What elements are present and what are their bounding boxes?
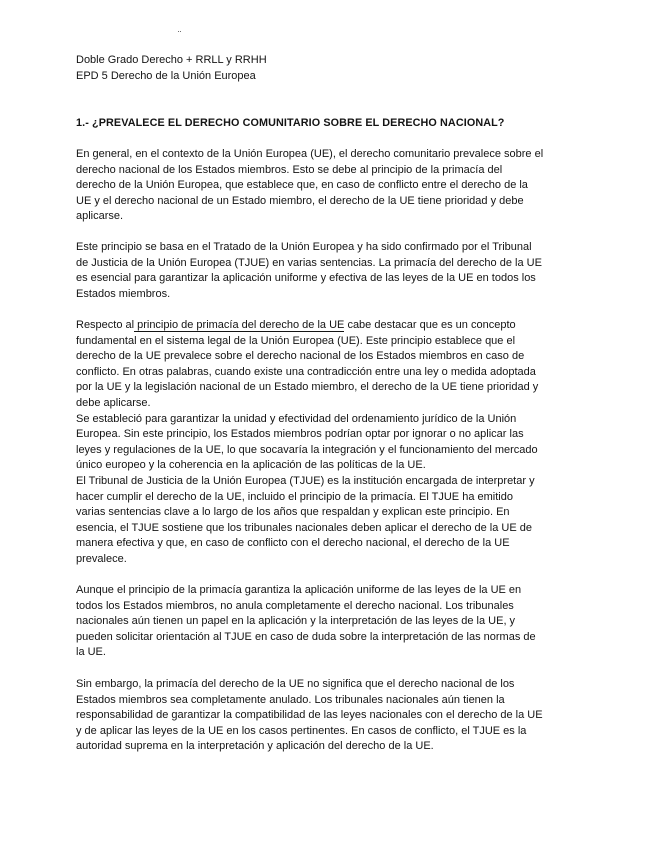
header-subject: EPD 5 Derecho de la Unión Europea [76,70,256,82]
section-heading: 1.- ¿PREVALECE EL DERECHO COMUNITARIO SOBRE EL DERECHO NACIONAL? [76,117,505,129]
text-line: Europea. Sin este principio, los Estados miembros podrían optar por ignorar o no aplicar las [76,428,524,441]
text-line: varias sentencias clave a lo largo de los años que respaldan y explican este principio. En [76,506,510,519]
text-line: todos los Estados miembros, no anula completamente el derecho nacional. Los tribunales [76,599,514,612]
text-line: y de aplicar las leyes de la UE en los casos pertinentes. En casos de conflicto, el TJUE es la [76,724,527,737]
intro-text-after: cabe destacar que es un concepto [347,319,516,331]
paragraph-1 [76,147,543,225]
text-line-with-link [76,318,538,334]
text-line: Este principio se basa en el Tratado de la Unión Europea y ha sido confirmado por el Tribunal [76,241,532,253]
text-line: prevalece. [76,552,127,565]
intro-text-before: Respecto al [76,319,135,331]
text-line: único europeo y la coherencia en la aplicación de las políticas de la UE. [76,459,426,472]
text-line: es esencial para garantizar la aplicación uniforme y efectiva de las leyes de la UE en todos los [76,272,536,285]
paragraph-5 [76,677,543,755]
text-line: El Tribunal de Justicia de la Unión Europea (TJUE) es la institución encargada de interpretar y [76,474,535,487]
paragraph-3-body [76,334,538,568]
text-line: manera efectiva y que, en caso de conflicto con el derecho nacional, el derecho de la UE [76,537,510,550]
text-line: debe aplicarse. [76,396,151,409]
text-line: esencia, el TJUE sostiene que los tribunales nacionales deben aplicar el derecho de la UE de [76,521,532,534]
top-mark: ¨ [178,30,182,41]
text-line: En general, en el contexto de la Unión Europea (UE), el derecho comunitario prevalece sobre el [76,148,544,160]
text-line: hacer cumplir el derecho de la UE, incluido el principio de la primacía. El TJUE ha emitido [76,490,513,503]
text-line: derecho de la UE prevalece sobre el derecho nacional de los Estados miembros en caso de [76,350,525,363]
text-line: Aunque el principio de la primacía garantiza la aplicación uniforme de las leyes de la UE en [76,584,522,596]
text-line: leyes y regulaciones de la UE, lo que socavaría la integración y el funcionamiento del mercado [76,443,538,456]
text-line: UE y el derecho nacional de un Estado miembro, el derecho de la UE tiene prioridad y debe [76,194,524,207]
text-line: Se estableció para garantizar la unidad y efectividad del ordenamiento jurídico de la Unión [76,412,517,425]
text-line: autoridad suprema en la interpretación y aplicación del derecho de la UE. [76,740,434,753]
text-line: fundamental en el sistema legal de la Unión Europea (UE). Este principio establece que el [76,334,516,347]
text-line: conflicto. En otras palabras, cuando existe una contradicción entre una ley o medida adoptada [76,365,536,378]
text-line: pueden solicitar orientación al TJUE en caso de duda sobre la interpretación de las normas de [76,630,536,643]
text-line: Sin embargo, la primacía del derecho de la UE no significa que el derecho nacional de los [76,678,515,690]
text-line: de Justicia de la Unión Europea (TJUE) en varias sentencias. La primacía del derecho de la UE [76,256,542,269]
header-course: Doble Grado Derecho + RRLL y RRHH [76,54,267,66]
text-line: responsabilidad de garantizar la compatibilidad de las leyes nacionales con el derecho de la UE [76,709,543,722]
text-line: la UE. [76,646,106,659]
text-line: derecho de la Unión Europea, que establece que, en caso de conflicto entre el derecho de la [76,179,528,192]
text-line: Estados miembros. [76,287,171,300]
text-line: aplicarse. [76,210,124,223]
text-line: derecho nacional de los Estados miembros. Esto se debe al principio de la primacía del [76,163,503,176]
text-line: Estados miembros sea completamente anulado. Los tribunales nacionales aún tienen la [76,693,505,706]
paragraph-3 [76,318,538,568]
primacy-principle-link[interactable]: principio de primacía del derecho de la UE [134,320,344,332]
text-line: por la UE y la legislación nacional de un Estado miembro, el derecho de la UE tiene prioridad y [76,381,539,394]
text-line: nacionales aún tienen un papel en la aplicación y la interpretación de las leyes de la UE, y [76,615,516,628]
paragraph-4 [76,583,536,661]
paragraph-2 [76,240,542,302]
document-header [76,52,267,84]
